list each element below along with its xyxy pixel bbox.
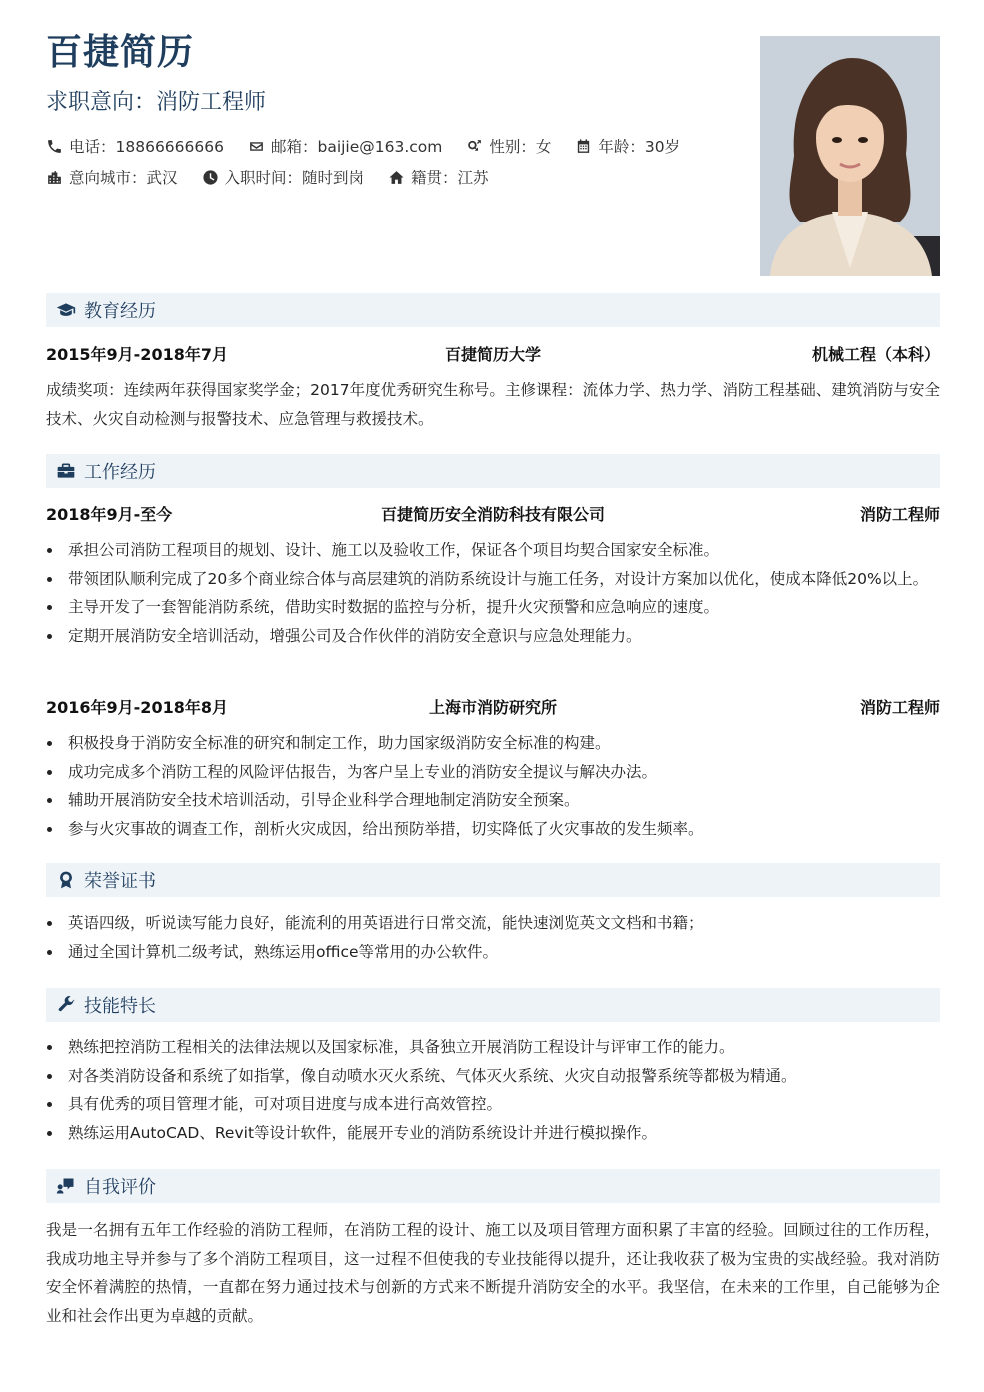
info-gender [466, 135, 551, 157]
clock-icon [202, 169, 219, 186]
graduation-cap-icon [56, 300, 76, 320]
info-start-time [202, 166, 365, 188]
person-comment-icon [56, 1176, 76, 1196]
section-skills-label: 技能特长 [84, 996, 156, 1017]
list-item: 积极投身于消防安全标准的研究和制定工作，助力国家级消防安全标准的构建。 [46, 729, 940, 758]
work-1-role: 消防工程师 [859, 505, 940, 524]
gender-text: 性别：女 [489, 138, 552, 156]
work-1-company: 百捷简历安全消防科技有限公司 [380, 505, 605, 524]
section-self-label: 自我评价 [84, 1177, 156, 1198]
work-2-role: 消防工程师 [859, 698, 940, 717]
skills-list [46, 1033, 940, 1147]
section-work-label: 工作经历 [84, 462, 156, 483]
info-age [575, 135, 680, 157]
contact-row-1 [46, 135, 746, 157]
list-item: 对各类消防设备和系统了如指掌，像自动喷水灭火系统、气体灭火系统、火灾自动报警系统等都极为精通。 [46, 1062, 940, 1091]
profile-photo [760, 36, 940, 276]
work-2-period: 2016年9月-2018年8月 [46, 698, 228, 717]
list-item: 定期开展消防安全培训活动，增强公司及合作伙伴的消防安全意识与应急处理能力。 [46, 622, 940, 651]
self-evaluation-text: 我是一名拥有五年工作经验的消防工程师，在消防工程的设计、施工以及项目管理方面积累了丰富的经验。回顾过往的工作历程，我成功地主导并参与了多个消防工程项目，这一过程不但使我的专业技能得以提升，还让我收获了极为宝贵的实战经验。我对消防安全怀着满腔的热情，一直都在努力通过技术与创新的方式来不断提升消防安全的水平。我坚信，在未来的工作里，自己能够为企业和社会作出更为卓越的贡献。 [46, 1221, 940, 1325]
resume-header [46, 30, 746, 188]
education-major: 机械工程（本科） [811, 345, 940, 364]
section-honors-label: 荣誉证书 [84, 871, 156, 892]
work-entry-2-head [46, 697, 940, 719]
gender-icon [466, 138, 483, 155]
work-1-period: 2018年9月-至今 [46, 505, 173, 524]
job-objective: 求职意向：消防工程师 [46, 90, 267, 115]
education-description: 成绩奖项：连续两年获得国家奖学金；2017年度优秀研究生称号。主修课程：流体力学、热力学、消防工程基础、建筑消防与安全技术、火灾自动检测与报警技术、应急管理与救援技术。 [46, 381, 940, 428]
info-email [248, 135, 442, 157]
work-2-company: 上海市消防研究所 [428, 698, 557, 717]
section-education-label: 教育经历 [84, 301, 156, 322]
section-skills-title [46, 988, 940, 1022]
list-item: 带领团队顺利完成了20多个商业综合体与高层建筑的消防系统设计与施工任务，对设计方案加以优化，使成本降低20%以上。 [46, 565, 940, 594]
list-item: 成功完成多个消防工程的风险评估报告，为客户呈上专业的消防安全提议与解决办法。 [46, 758, 940, 787]
list-item: 英语四级，听说读写能力良好，能流利的用英语进行日常交流，能快速浏览英文文档和书籍； [46, 909, 940, 938]
home-icon [388, 169, 405, 186]
work-entry-1-head [46, 504, 940, 526]
info-city [46, 166, 178, 188]
calendar-icon [575, 138, 592, 155]
list-item: 辅助开展消防安全技术培训活动，引导企业科学合理地制定消防安全预案。 [46, 786, 940, 815]
age-text: 年龄：30岁 [598, 138, 681, 156]
section-education-title [46, 293, 940, 327]
city-icon [46, 169, 63, 186]
section-self-title [46, 1169, 940, 1203]
list-item: 熟练运用AutoCAD、Revit等设计软件，能展开专业的消防系统设计并进行模拟操作。 [46, 1119, 940, 1148]
education-school: 百捷简历大学 [444, 345, 541, 364]
candidate-name: 百捷简历 [46, 32, 195, 73]
phone-icon [46, 138, 63, 155]
mail-icon [248, 138, 265, 155]
list-item: 通过全国计算机二级考试，熟练运用office等常用的办公软件。 [46, 938, 940, 967]
education-entry-head [46, 344, 940, 366]
section-work-title [46, 454, 940, 488]
honors-list [46, 909, 940, 966]
briefcase-icon [56, 461, 76, 481]
wrench-icon [56, 995, 76, 1015]
phone-text: 电话：18866666666 [69, 138, 224, 156]
list-item: 熟练把控消防工程相关的法律法规以及国家标准，具备独立开展消防工程设计与评审工作的能力。 [46, 1033, 940, 1062]
portrait-illustration [760, 36, 940, 276]
email-text: 邮箱：baijie@163.com [270, 138, 443, 156]
hometown-text: 籍贯：江苏 [411, 169, 489, 187]
info-phone [46, 135, 224, 157]
city-text: 意向城市：武汉 [69, 169, 178, 187]
list-item: 承担公司消防工程项目的规划、设计、施工以及验收工作，保证各个项目均契合国家安全标准。 [46, 536, 940, 565]
education-period: 2015年9月-2018年7月 [46, 345, 228, 364]
award-icon [56, 870, 76, 890]
info-hometown [388, 166, 489, 188]
start-time-text: 入职时间：随时到岗 [224, 169, 365, 187]
section-honors-title [46, 863, 940, 897]
list-item: 参与火灾事故的调查工作，剖析火灾成因，给出预防举措，切实降低了火灾事故的发生频率。 [46, 815, 940, 844]
work-1-duties [46, 536, 940, 650]
list-item: 主导开发了一套智能消防系统，借助实时数据的监控与分析，提升火灾预警和应急响应的速度。 [46, 593, 940, 622]
list-item: 具有优秀的项目管理才能，可对项目进度与成本进行高效管控。 [46, 1090, 940, 1119]
contact-row-2 [46, 166, 746, 188]
work-2-duties [46, 729, 940, 843]
